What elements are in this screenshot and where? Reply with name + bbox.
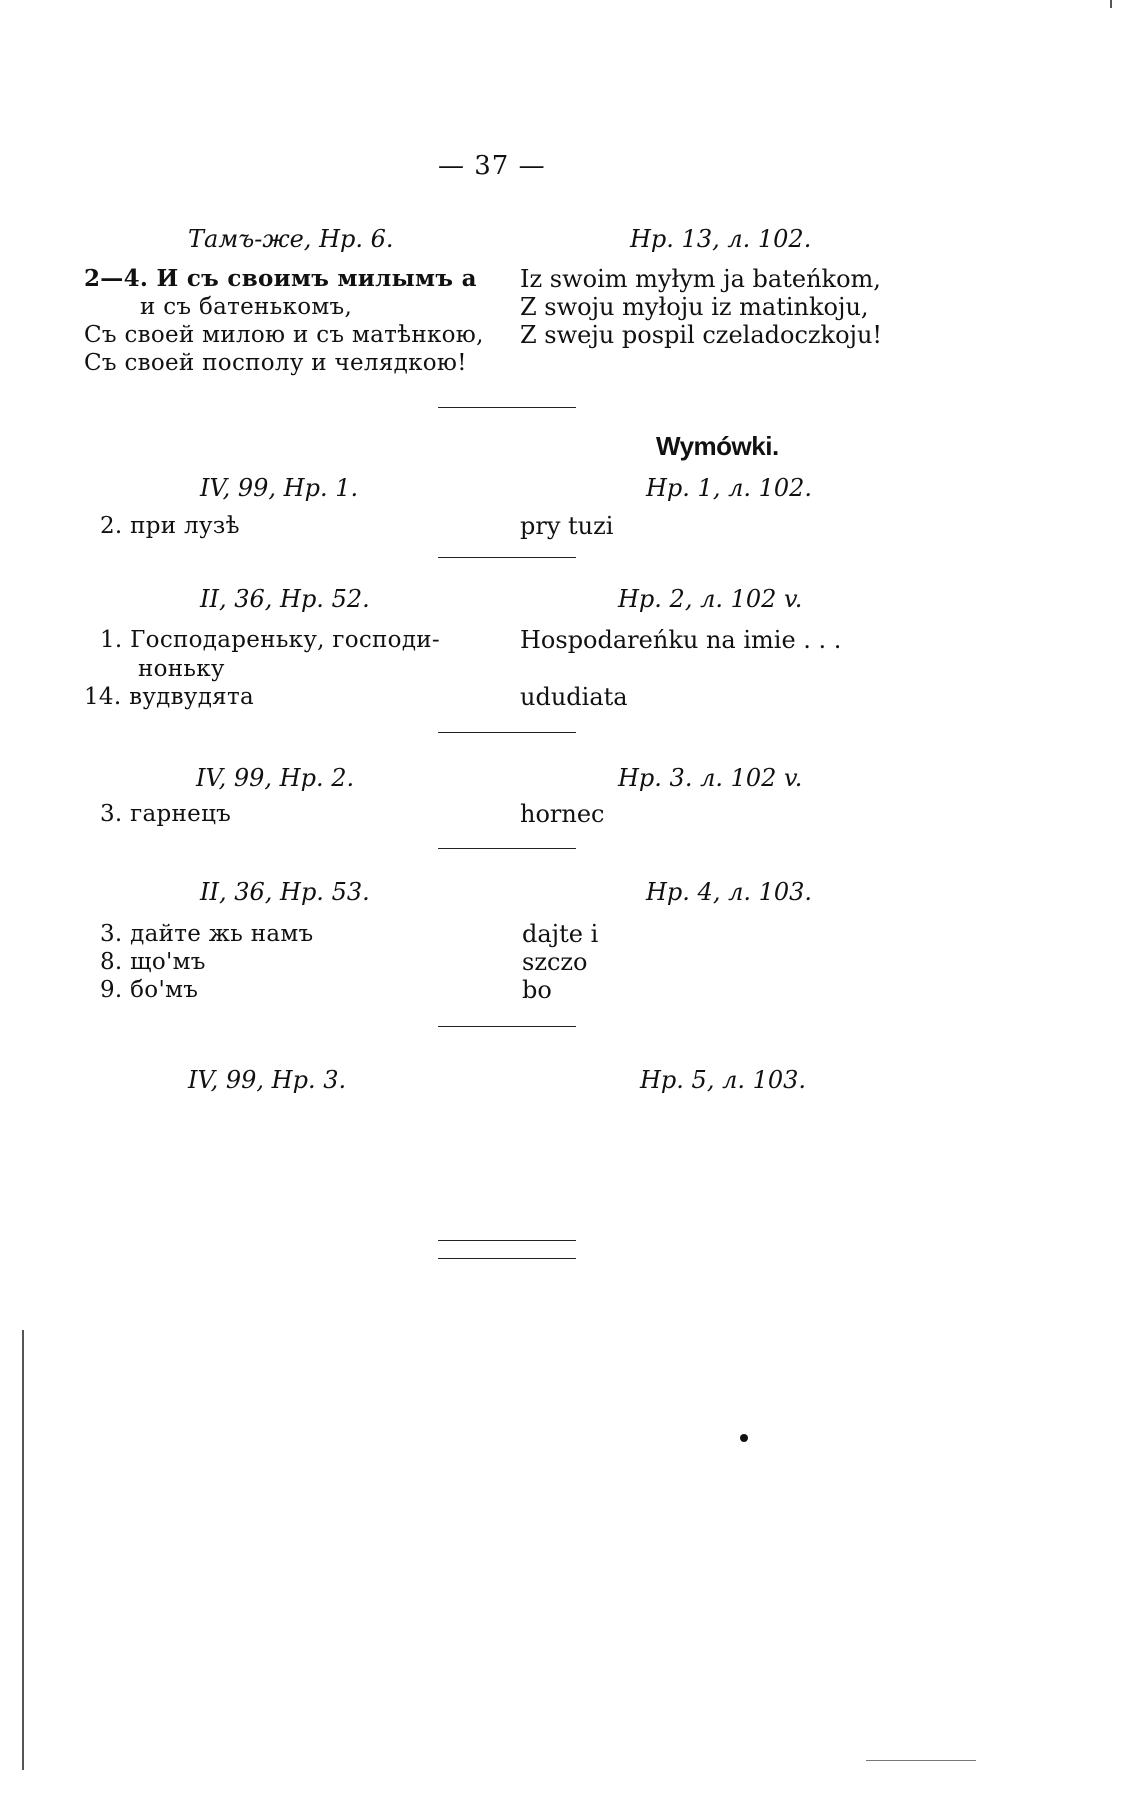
- section-divider: [438, 848, 576, 849]
- right-line: hornec: [520, 800, 605, 828]
- left-line: 3. гарнецъ: [100, 801, 232, 827]
- left-reference: IV, 99, Нр. 3.: [188, 1066, 347, 1094]
- scan-artifact-line: [866, 1760, 976, 1761]
- page-number: — 37 —: [438, 151, 546, 181]
- left-reference: IV, 99, Нр. 1.: [200, 474, 359, 502]
- ink-speck: [740, 1434, 748, 1442]
- scan-edge-mark: [22, 1330, 24, 1770]
- left-line: 3. дайте жь намъ: [100, 921, 314, 947]
- right-line: Z sweju pospil czeladoczkoju!: [520, 321, 883, 349]
- closing-rule-top: [438, 1240, 576, 1241]
- left-reference: II, 36, Нр. 52.: [200, 585, 370, 613]
- scan-edge-mark: [1110, 0, 1112, 8]
- section-divider: [438, 1026, 576, 1027]
- right-line: pry tuzi: [520, 512, 614, 540]
- left-line: 2. при лузѣ: [100, 513, 240, 539]
- right-reference: Нр. 13, л. 102.: [630, 225, 812, 253]
- right-reference: Нр. 4, л. 103.: [646, 878, 813, 906]
- left-line: 8. що'мъ: [100, 949, 206, 975]
- right-reference: Нр. 5, л. 103.: [640, 1066, 807, 1094]
- right-line: Hospodareńku na imie . . .: [520, 626, 842, 654]
- right-line: szczo: [522, 948, 588, 976]
- left-reference: IV, 99, Нр. 2.: [196, 764, 355, 792]
- section-divider: [438, 732, 576, 733]
- section-divider: [438, 557, 576, 558]
- right-reference: Нр. 3. л. 102 v.: [618, 764, 803, 792]
- left-line: 9. бо'мъ: [100, 977, 199, 1003]
- left-line: 2—4. И съ своимъ милымъ а: [84, 265, 477, 292]
- left-reference: II, 36, Нр. 53.: [200, 878, 370, 906]
- left-line: Съ своей посполу и челядкою!: [84, 350, 467, 376]
- left-line: 1. Господареньку, господи-: [100, 627, 440, 653]
- left-line: 14. вудвудята: [84, 684, 255, 710]
- left-line: Съ своей милою и съ матѣнкою,: [84, 322, 484, 348]
- right-line: Z swoju myłoju iz matinkoju,: [520, 293, 869, 321]
- right-reference: Нр. 1, л. 102.: [646, 474, 813, 502]
- closing-rule-bottom: [438, 1258, 576, 1259]
- left-line: и съ батенькомъ,: [140, 294, 353, 320]
- left-reference: Тамъ-же, Нр. 6.: [188, 225, 394, 253]
- left-line: ноньку: [138, 656, 225, 682]
- section-divider: [438, 407, 576, 408]
- right-line: dajte i: [522, 920, 599, 948]
- right-reference: Нр. 2, л. 102 v.: [618, 585, 803, 613]
- section-heading: Wymówki.: [656, 431, 779, 461]
- right-line: bo: [522, 976, 552, 1004]
- right-line: ududiata: [520, 683, 628, 711]
- right-line: Iz swoim myłym ja bateńkom,: [520, 265, 881, 293]
